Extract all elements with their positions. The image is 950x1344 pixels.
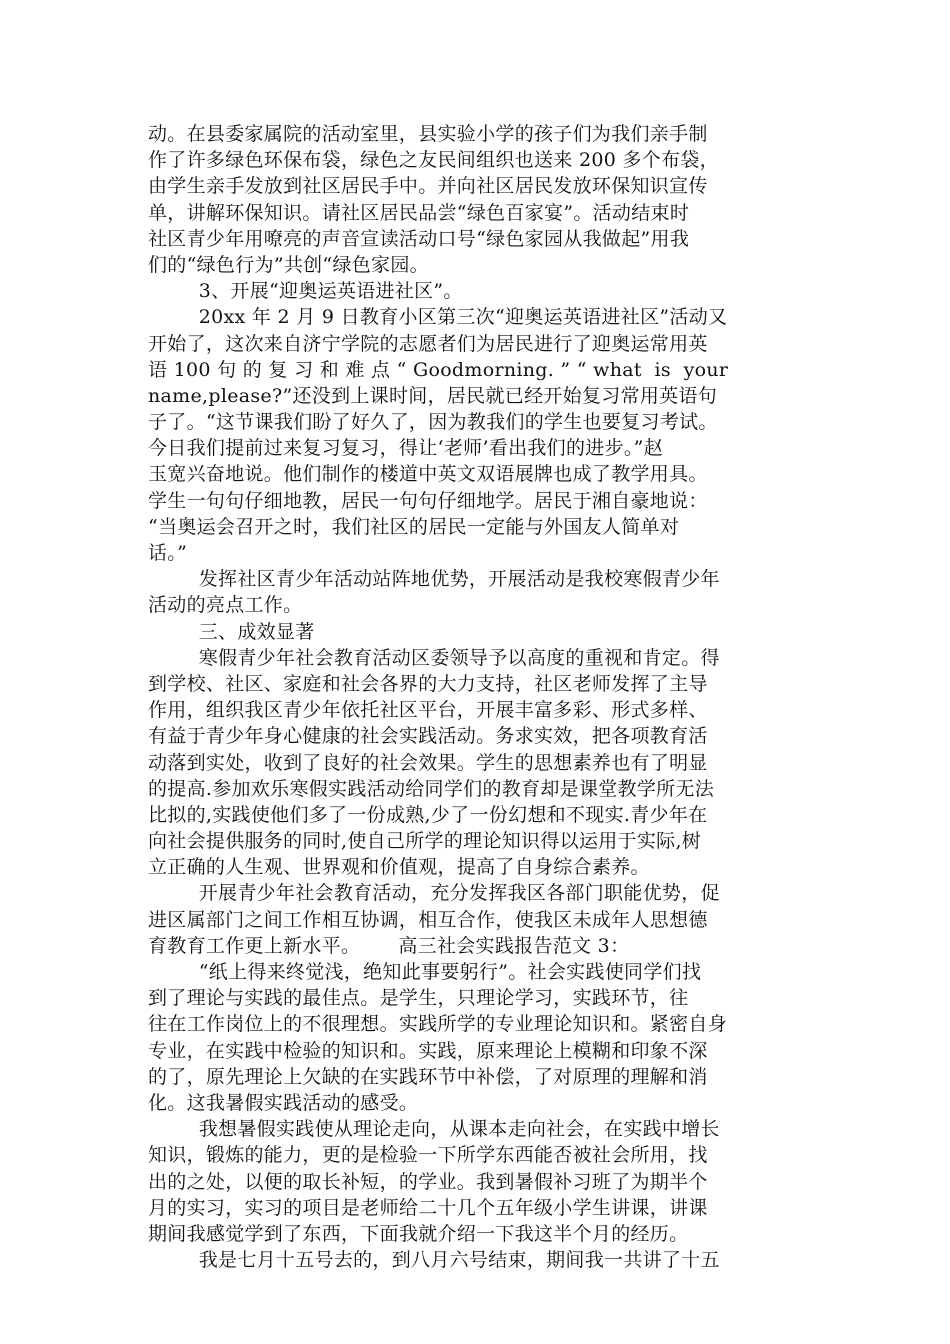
text-line: 进区属部门之间工作相互协调，相互合作，使我区未成年人思想德 <box>148 908 708 931</box>
text-line: 作用，组织我区青少年依托社区平台，开展丰富多彩、形式多样、 <box>148 699 708 722</box>
text-line: 寒假青少年社会教育活动区委领导予以高度的重视和肯定。得 <box>148 646 720 669</box>
text-line: “纸上得来终觉浅，绝知此事要躬行”。社会实践使同学们找 <box>148 961 702 983</box>
text-line: 玉宽兴奋地说。他们制作的楼道中英文双语展牌也成了教学用具。 <box>148 463 708 486</box>
text-line: 有益于青少年身心健康的社会实践活动。务求实效，把各项教育活 <box>148 725 708 748</box>
text-line: 出的之处，以便的取长补短，的学业。我到暑假补习班了为期半个 <box>148 1170 708 1193</box>
text-line: 社区青少年用嘹亮的声音宣读活动口号“绿色家园从我做起”用我 <box>148 227 690 250</box>
document-body <box>148 121 804 1273</box>
text-line: 开始了，这次来自济宁学院的志愿者们为居民进行了迎奥运常用英 <box>148 332 708 355</box>
text-line: 活动的亮点工作。 <box>148 594 303 617</box>
section-heading: 3、开展“迎奥运英语进社区”。 <box>148 280 463 303</box>
text-line: 子了。“这节课我们盼了好久了，因为教我们的学生也要复习考试。 <box>148 411 718 434</box>
text-line: 化。这我暑假实践活动的感受。 <box>148 1091 419 1114</box>
text-line: 单，讲解环保知识。请社区居民品尝“绿色百家宴”。活动结束时 <box>148 201 690 224</box>
text-line: 月的实习，实习的项目是老师给二十几个五年级小学生讲课，讲课 <box>148 1196 708 1219</box>
text-line: 我想暑假实践使从理论走向，从课本走向社会，在实践中增长 <box>148 1118 720 1141</box>
text-line: 今日我们提前过来复习复习，得让‘老师’看出我们的进步。”赵 <box>148 437 663 460</box>
text-line: 开展青少年社会教育活动，充分发挥我区各部门职能优势，促 <box>148 882 720 905</box>
text-line: 的了，原先理论上欠缺的在实践环节中补偿，了对原理的理解和消 <box>148 1065 708 1088</box>
text-line: 知识，锻炼的能力，更的是检验一下所学东西能否被社会所用，找 <box>148 1144 708 1167</box>
text-line: 到学校、社区、家庭和社会各界的大力支持，社区老师发挥了主导 <box>148 672 708 695</box>
text-line: 育教育工作更上新水平。 高三社会实践报告范文 3： <box>148 934 630 957</box>
section-heading: 三、成效显著 <box>148 620 315 643</box>
text-line: 往在工作岗位上的不很理想。实践所学的专业理论知识和。紧密自身 <box>148 1013 728 1036</box>
text-line: 立正确的人生观、世界观和价值观，提高了自身综合素养。 <box>148 856 650 879</box>
text-line: 动。在县委家属院的活动室里，县实验小学的孩子们为我们亲手制 <box>148 123 708 145</box>
text-line: name,please?”还没到上课时间，居民就已经开始复习常用英语句 <box>148 384 718 407</box>
text-line: 由学生亲手发放到社区居民手中。并向社区居民发放环保知识宣传 <box>148 175 708 198</box>
text-line: 们的“绿色行为”共创“绿色家园。 <box>148 253 429 276</box>
text-line: 动落到实处，收到了良好的社会效果。学生的思想素养也有了明显 <box>148 751 708 774</box>
text-line: 的提高.参加欢乐寒假实践活动给同学们的教育却是课堂教学所无法 <box>148 777 715 800</box>
text-line: 学生一句句仔细地教，居民一句句仔细地学。居民于湘自豪地说： <box>148 489 708 512</box>
text-line: 20xx 年 2 月 9 日教育小区第三次“迎奥运英语进社区”活动又 <box>148 306 728 329</box>
text-line: 比拟的,实践使他们多了一份成熟,少了一份幻想和不现实.青少年在 <box>148 803 708 826</box>
text-line: 话。” <box>148 542 188 564</box>
text-line: 发挥社区青少年活动站阵地优势，开展活动是我校寒假青少年 <box>148 568 720 591</box>
text-line: 向社会提供服务的同时,使自己所学的理论知识得以运用于实际,树 <box>148 830 702 853</box>
text-line: 到了理论与实践的最佳点。是学生，只理论学习，实践环节，往 <box>148 987 689 1010</box>
text-line: 语 100 句 的 复 习 和 难 点 “ Goodmorning. ” “ what is your <box>148 358 729 381</box>
text-line: “当奥运会召开之时，我们社区的居民一定能与外国友人简单对 <box>148 515 680 538</box>
text-line: 期间我感觉学到了东西，下面我就介绍一下我这半个月的经历。 <box>148 1222 689 1245</box>
text-line: 我是七月十五号去的，到八月六号结束，期间我一共讲了十五 <box>148 1249 720 1272</box>
text-line: 作了许多绿色环保布袋，绿色之友民间组织也送来 200 多个布袋， <box>148 149 719 172</box>
text-line: 专业，在实践中检验的知识和。实践，原来理论上模糊和印象不深 <box>148 1039 708 1062</box>
